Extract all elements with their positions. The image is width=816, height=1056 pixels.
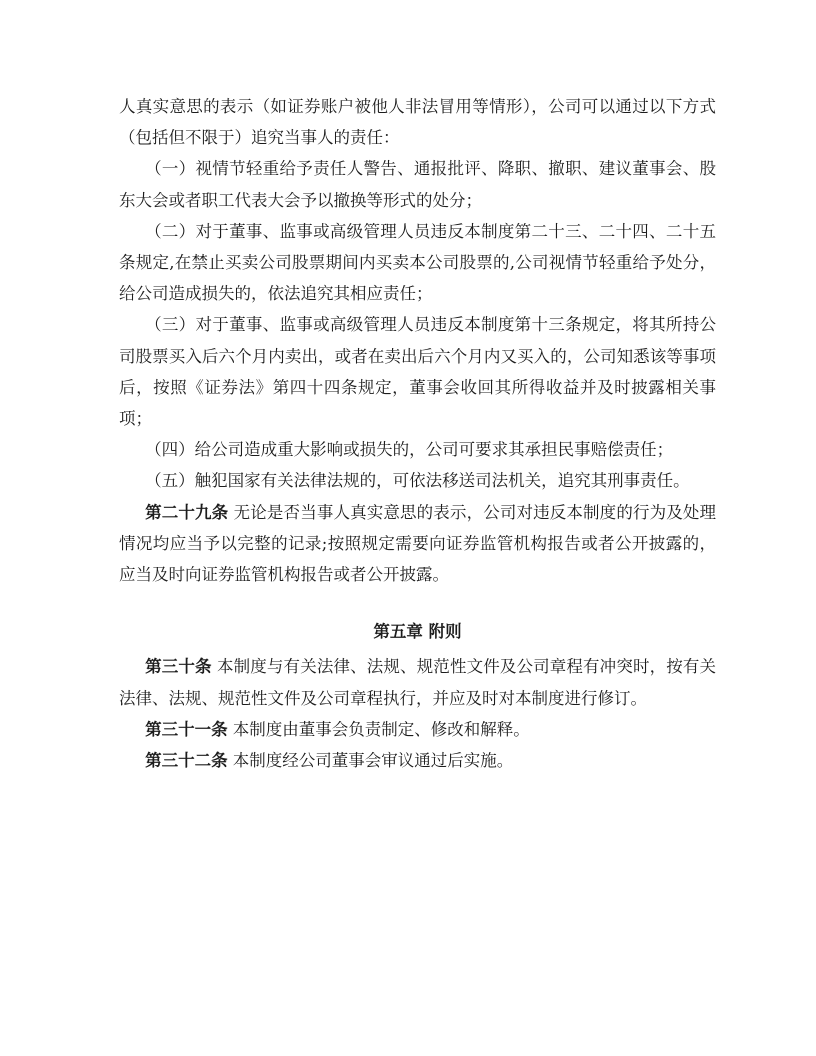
article-number: 第三十二条 — [145, 751, 228, 771]
paragraph-text: 本制度与有关法律、法规、规范性文件及公司章程有冲突时，按有关法律、法规、规范性文件及公司章程执行，并应及时对本制度进行修订。 — [119, 657, 717, 708]
paragraph-text: （二）对于董事、监事或高级管理人员违反本制度第二十三、二十四、二十五条规定,在禁止买卖公司股票期间内买卖本公司股票的,公司视情节轻重给予处分，给公司造成损失的，依法追究其相应责任； — [119, 221, 716, 304]
document-content — [119, 91, 716, 776]
paragraph-text: 本制度经公司董事会审议通过后实施。 — [227, 751, 514, 771]
paragraph-text: （三）对于董事、监事或高级管理人员违反本制度第十三条规定，将其所持公司股票买入后六个月内卖出，或者在卖出后六个月内又买入的，公司知悉该等事项后，按照《证券法》第四十四条规定，董事会收回其所得收益并及时披露相关事项； — [119, 315, 716, 429]
clause-item-1 — [119, 153, 716, 215]
article-29 — [119, 497, 716, 591]
clause-item-2 — [119, 216, 716, 310]
paragraph-text: 本制度由董事会负责制定、修改和解释。 — [227, 719, 530, 739]
article-number: 第三十一条 — [145, 719, 228, 739]
article-32 — [119, 745, 716, 776]
article-30 — [119, 651, 716, 713]
article-number: 第三十条 — [145, 657, 212, 677]
paragraph-text: （一）视情节轻重给予责任人警告、通报批评、降职、撤职、建议董事会、股东大会或者职工代表大会予以撤换等形式的处分； — [119, 159, 716, 210]
paragraph-continuation — [119, 91, 716, 153]
clause-item-5 — [119, 465, 716, 496]
clause-item-3 — [119, 309, 716, 434]
clause-item-4 — [119, 434, 716, 465]
paragraph-text: （四）给公司造成重大影响或损失的，公司可要求其承担民事赔偿责任； — [145, 440, 674, 460]
paragraph-text: （五）触犯国家有关法律法规的，可依法移送司法机关，追究其刑事责任。 — [145, 471, 690, 491]
paragraph-text: 人真实意思的表示（如证券账户被他人非法冒用等情形），公司可以通过以下方式（包括但不限于）追究当事人的责任： — [119, 97, 716, 148]
article-number: 第二十九条 — [145, 502, 229, 522]
chapter-heading: 第五章 附则 — [373, 622, 462, 642]
paragraph-text: 无论是否当事人真实意思的表示，公司对违反本制度的行为及处理情况均应当予以完整的记录;按照规定需要向证券监管机构报告或者公开披露的，应当及时向证券监管机构报告或者公开披露。 — [119, 502, 717, 585]
article-31 — [119, 714, 716, 745]
